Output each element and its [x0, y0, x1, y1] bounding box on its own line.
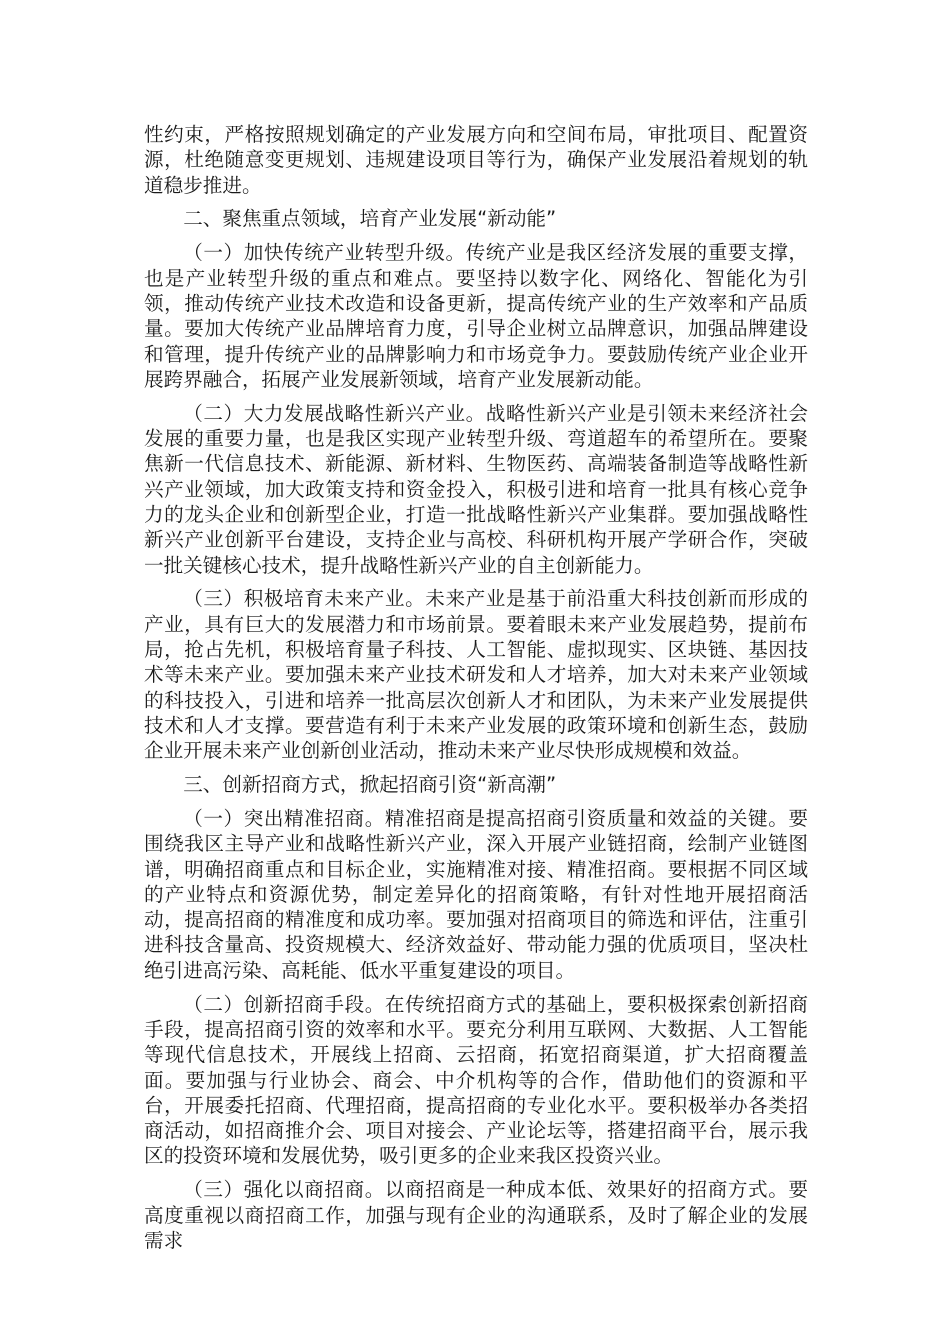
section-heading-3: 三、创新招商方式，掀起招商引资“新高潮” [183, 773, 557, 797]
paragraph-3-1: （一）突出精准招商。精准招商是提高招商引资质量和效益的关键。要围绕我区主导产业和战略性新兴产业，深入开展产业链招商，绘制产业链图谱，明确招商重点和目标企业，实施精准对接、精准招商。要根据不同区域的产业特点和资源优势，制定差异化的招商策略，有针对性地开展招商活动，提高招商的精准度和成功率。要加强对招商项目的筛选和评估，注重引进科技含量高、投资规模大、经济效益好、带动能力强的优质项目，坚决杜绝引进高污染、高耗能、低水平重复建设的项目。 [144, 806, 808, 982]
paragraph-3-3: （三）强化以商招商。以商招商是一种成本低、效果好的招商方式。要高度重视以商招商工作，加强与现有企业的沟通联系，及时了解企业的发展需求 [144, 1178, 808, 1252]
paragraph-continuation: 性约束，严格按照规划确定的产业发展方向和空间布局，审批项目、配置资源，杜绝随意变更规划、违规建设项目等行为，确保产业发展沿着规划的轨道稳步推进。 [144, 123, 808, 197]
paragraph-2-1: （一）加快传统产业转型升级。传统产业是我区经济发展的重要支撑，也是产业转型升级的重点和难点。要坚持以数字化、网络化、智能化为引领，推动传统产业技术改造和设备更新，提高传统产业的生产效率和产品质量。要加大传统产业品牌培育力度，引导企业树立品牌意识，加强品牌建设和管理，提升传统产业的品牌影响力和市场竞争力。要鼓励传统产业企业开展跨界融合，拓展产业发展新领域，培育产业发展新动能。 [144, 241, 808, 391]
section-heading-2: 二、聚焦重点领域，培育产业发展“新动能” [183, 207, 557, 231]
paragraph-3-2: （二）创新招商手段。在传统招商方式的基础上，要积极探索创新招商手段，提高招商引资的效率和水平。要充分利用互联网、大数据、人工智能等现代信息技术，开展线上招商、云招商，拓宽招商渠道，扩大招商覆盖面。要加强与行业协会、商会、中介机构等的合作，借助他们的资源和平台，开展委托招商、代理招商，提高招商的专业化水平。要积极举办各类招商活动，如招商推介会、项目对接会、产业论坛等，搭建招商平台，展示我区的投资环境和发展优势，吸引更多的企业来我区投资兴业。 [144, 992, 808, 1168]
paragraph-2-3: （三）积极培育未来产业。未来产业是基于前沿重大科技创新而形成的产业，具有巨大的发展潜力和市场前景。要着眼未来产业发展趋势，提前布局，抢占先机，积极培育量子科技、人工智能、虚拟现实、区块链、基因技术等未来产业。要加强未来产业技术研发和人才培养，加大对未来产业领域的科技投入，引进和培养一批高层次创新人才和团队，为未来产业发展提供技术和人才支撑。要营造有利于未来产业发展的政策环境和创新生态，鼓励企业开展未来产业创新创业活动，推动未来产业尽快形成规模和效益。 [144, 587, 808, 763]
paragraph-2-2: （二）大力发展战略性新兴产业。战略性新兴产业是引领未来经济社会发展的重要力量，也是我区实现产业转型升级、弯道超车的希望所在。要聚焦新一代信息技术、新能源、新材料、生物医药、高端装备制造等战略性新兴产业领域，加大政策支持和资金投入，积极引进和培育一批具有核心竞争力的龙头企业和创新型企业，打造一批战略性新兴产业集群。要加强战略性新兴产业创新平台建设，支持企业与高校、科研机构开展产学研合作，突破一批关键核心技术，提升战略性新兴产业的自主创新能力。 [144, 401, 808, 577]
document-page [144, 122, 808, 1262]
